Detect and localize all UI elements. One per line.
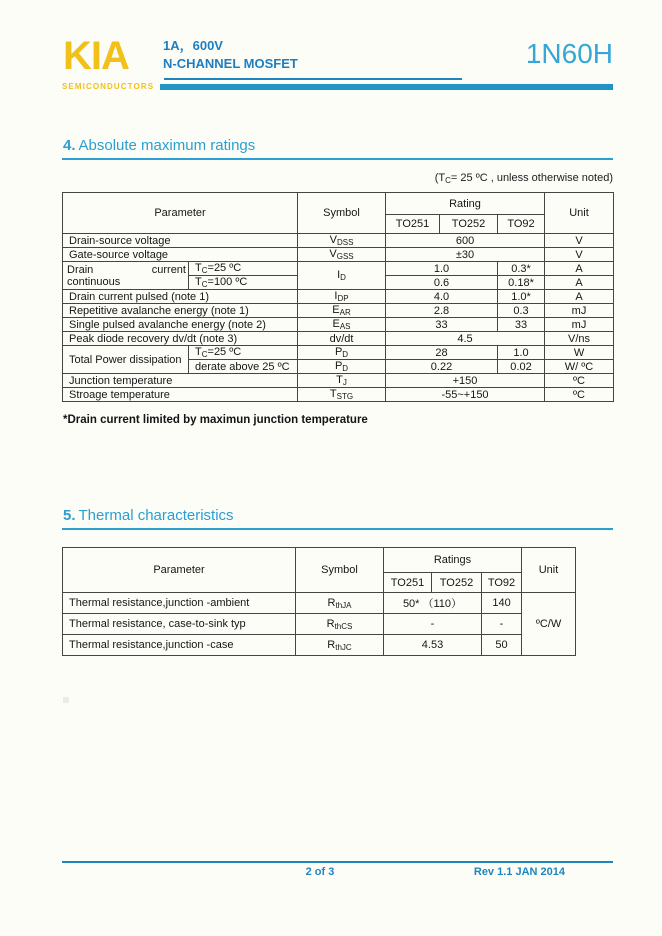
page-number: 2 of 3 [305, 866, 335, 878]
value-cell-to92: 1.0 [498, 346, 545, 360]
value-cell-to92: 0.18* [498, 276, 545, 290]
section4-rule [62, 158, 613, 160]
unit-cell: W [545, 346, 614, 360]
thermal-characteristics-table [62, 547, 576, 656]
revision-label: Rev 1.1 JAN 2014 [473, 866, 565, 878]
device-rating-line: 1A，600V [163, 38, 223, 53]
header-ratings: Ratings [384, 548, 522, 573]
value-cell: - [384, 614, 482, 635]
value-cell-to92: 0.3 [498, 304, 545, 318]
table-row [63, 262, 614, 276]
table-row [63, 614, 576, 635]
value-cell: 4.0 [386, 290, 498, 304]
header-to251: TO251 [384, 573, 432, 593]
value-cell-to92: - [482, 614, 522, 635]
param-cell: Drain current continuous [63, 262, 189, 290]
symbol-cell: dv/dt [298, 332, 386, 346]
value-cell: 50* （110） [384, 593, 482, 614]
header-unit: Unit [545, 193, 614, 234]
param-cell: Peak diode recovery dv/dt (note 3) [63, 332, 298, 346]
table-row [63, 290, 614, 304]
section4-number: 4. [63, 137, 76, 154]
value-cell: 0.6 [386, 276, 498, 290]
header-parameter: Parameter [63, 548, 296, 593]
param-cell: Thermal resistance,junction -case [63, 635, 296, 656]
table-row [63, 374, 614, 388]
unit-cell: A [545, 276, 614, 290]
header-to92: TO92 [498, 215, 545, 234]
param-cell: Drain-source voltage [63, 234, 298, 248]
symbol-cell: $T_{STG}$ [298, 388, 386, 402]
symbol-cell: $V_{DSS}$ [298, 234, 386, 248]
value-cell: 28 [386, 346, 498, 360]
param-cell: Single pulsed avalanche energy (note 2) [63, 318, 298, 332]
condition-cell: $T_C=100$ ºC [189, 276, 298, 290]
unit-cell: V [545, 234, 614, 248]
unit-cell: mJ [545, 318, 614, 332]
symbol-cell: $I_{DP}$ [298, 290, 386, 304]
section4-heading [63, 137, 255, 154]
footer-rule [62, 861, 613, 863]
section4-title: Absolute maximum ratings [78, 137, 256, 154]
header-symbol: Symbol [298, 193, 386, 234]
table1-footnote: *Drain current limited by maximun junction temperature [63, 414, 368, 426]
value-cell: 0.22 [386, 360, 498, 374]
symbol-cell: $T_J$ [298, 374, 386, 388]
header-parameter: Parameter [63, 193, 298, 234]
header-rating: Rating [386, 193, 545, 215]
table-row [63, 234, 614, 248]
test-condition-note: ($T_C= 25$ ºC , unless otherwise noted) [434, 172, 613, 185]
table-row [63, 593, 576, 614]
table-header-row [63, 193, 614, 215]
header-to251: TO251 [386, 215, 440, 234]
condition-cell: $T_C=25$ ºC [189, 346, 298, 360]
symbol-cell: $I_D$ [298, 262, 386, 290]
part-number: 1N60H [525, 38, 613, 69]
value-cell: 600 [386, 234, 545, 248]
value-cell: -55~+150 [386, 388, 545, 402]
value-cell-to92: 50 [482, 635, 522, 656]
value-cell-to92: 1.0* [498, 290, 545, 304]
device-description [163, 37, 298, 73]
value-cell: ±30 [386, 248, 545, 262]
absolute-maximum-ratings-table [62, 192, 614, 402]
symbol-cell: $P_D$ [298, 360, 386, 374]
symbol-cell: $R_{thJC}$ [296, 635, 384, 656]
section5-number: 5. [63, 507, 76, 524]
kia-logo: KIA [63, 34, 129, 78]
unit-cell: ºC [545, 388, 614, 402]
param-cell: Thermal resistance, case-to-sink typ [63, 614, 296, 635]
value-cell: 4.53 [384, 635, 482, 656]
unit-cell: A [545, 290, 614, 304]
unit-cell: A [545, 262, 614, 276]
section5-heading [63, 507, 234, 524]
header-unit: Unit [522, 548, 576, 593]
section5-rule [62, 528, 613, 530]
condition-cell: $T_C=25$ ºC [189, 262, 298, 276]
table-row [63, 304, 614, 318]
unit-cell: W/ ºC [545, 360, 614, 374]
table-row [63, 388, 614, 402]
value-cell: 33 [386, 318, 498, 332]
unit-cell: V [545, 248, 614, 262]
unit-cell: V/ns [545, 332, 614, 346]
condition-cell: derate above 25 ºC [189, 360, 298, 374]
unit-cell: ºC [545, 374, 614, 388]
table-row [63, 248, 614, 262]
value-cell: 2.8 [386, 304, 498, 318]
unit-cell: ºC/W [522, 593, 576, 656]
header-rule-thick [160, 84, 613, 90]
param-cell: Drain current pulsed (note 1) [63, 290, 298, 304]
table-header-row [63, 548, 576, 573]
unit-cell: mJ [545, 304, 614, 318]
header-to252: TO252 [440, 215, 498, 234]
value-cell: 1.0 [386, 262, 498, 276]
scan-artifact [63, 697, 69, 703]
value-cell-to92: 0.02 [498, 360, 545, 374]
section5-title: Thermal characteristics [78, 507, 234, 524]
symbol-cell: $R_{thJA}$ [296, 593, 384, 614]
value-cell: 4.5 [386, 332, 545, 346]
header-to252: TO252 [432, 573, 482, 593]
symbol-cell: $P_D$ [298, 346, 386, 360]
param-cell: Repetitive avalanche energy (note 1) [63, 304, 298, 318]
kia-logo-subtext: SEMICONDUCTORS [62, 82, 155, 91]
header-symbol: Symbol [296, 548, 384, 593]
device-type-line: N-CHANNEL MOSFET [163, 56, 298, 71]
symbol-cell: $R_{thCS}$ [296, 614, 384, 635]
param-cell: Thermal resistance,junction -ambient [63, 593, 296, 614]
table-row [63, 346, 614, 360]
param-cell: Total Power dissipation [63, 346, 189, 374]
value-cell: +150 [386, 374, 545, 388]
table-row [63, 635, 576, 656]
symbol-cell: $E_{AR}$ [298, 304, 386, 318]
header-to92: TO92 [482, 573, 522, 593]
param-cell: Stroage temperature [63, 388, 298, 402]
symbol-cell: $E_{AS}$ [298, 318, 386, 332]
value-cell-to92: 33 [498, 318, 545, 332]
value-cell-to92: 0.3* [498, 262, 545, 276]
param-cell: Gate-source voltage [63, 248, 298, 262]
header-rule-thin [164, 78, 462, 80]
table-row [63, 318, 614, 332]
table-row [63, 332, 614, 346]
symbol-cell: $V_{GSS}$ [298, 248, 386, 262]
param-cell: Junction temperature [63, 374, 298, 388]
value-cell-to92: 140 [482, 593, 522, 614]
